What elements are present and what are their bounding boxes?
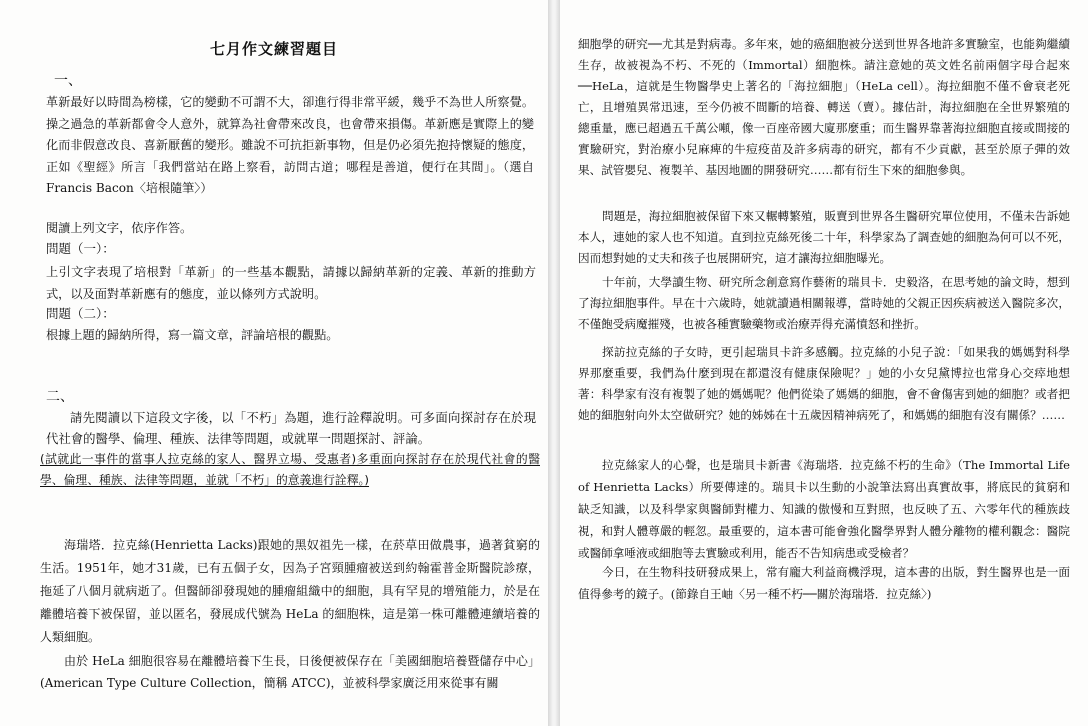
section-1-quote: 革新最好以時間為榜樣，它的變動不可謂不大，卻進行得非常平緩，幾乎不為世人所察覺。操之過急的革新都會令人意外，就算為社會帶來改良，也會帶來損傷。革新應是實際上的變化而非假意改良、喜新厭舊的變形。雖說不可抗拒新事物，但是仍必須先抱持懷疑的態度，正如《聖經》所言「我們當站在路上察看，訪問古道；哪程是善道，便行在其間」。（選自Francis Bacon〈培根隨筆〉） bbox=[46, 95, 534, 195]
passage-paragraph-2: 由於 HeLa 細胞很容易在離體培養下生長，日後便被保存在「美國細胞培養暨儲存中心」(American Type Culture Collection，簡稱 ATCC)，並被科學家廣泛用來從事有關 bbox=[40, 654, 540, 690]
section-1-instruction: 閱讀上列文字，依序作答。 bbox=[46, 221, 193, 235]
question-2-label: 問題（二）： bbox=[46, 306, 115, 321]
book-gutter bbox=[548, 0, 560, 726]
section-1-number: 一、 bbox=[54, 73, 82, 89]
right-paragraph-2: 問題是，海拉細胞被保留下來又輾轉繁殖，販賣到世界各生醫研究單位使用，不僅未告訴她本人，連她的家人也不知道。直到拉克絲死後二十年，科學家為了調查她的細胞為何可以不死，因而想對她的丈夫和孩子也展開研究，這才讓海拉細胞曝光。 bbox=[578, 209, 1070, 265]
right-paragraph-1: 細胞學的研究──尤其是對病毒。多年來，她的癌細胞被分送到世界各地許多實驗室，也能夠繼續生存，故被視為不朽、不死的（Immortal）細胞株。請注意她的英文姓名前兩個字母合起來──HeLa，這就是生物醫學史上著名的「海拉細胞」（HeLa cell）。海拉細胞不僅不會衰老死亡，且增殖異常迅速，至今仍被不間斷的培養、轉送（賣）。據估計，海拉細胞在全世界繁殖的總重量，應已超過五千萬公噸，像一百座帝國大廈那麼重；而生醫界靠著海拉細胞直接或間接的實驗研究，對治療小兒麻痺的牛痘疫苗及許多病毒的研究，都有不少貢獻，甚至於原子彈的效果、試管嬰兒、複製羊、基因地圖的開發研究……都有衍生下來的細胞參與。 bbox=[578, 37, 1070, 177]
right-page bbox=[560, 0, 1088, 726]
right-paragraph-4: 探訪拉克絲的子女時，更引起瑞貝卡許多感觸。拉克絲的小兒子說：「如果我的媽媽對科學界那麼重要，我們為什麼到現在都還沒有健康保險呢？」她的小女兒黛博拉也常身心交瘁地想著：科學家有沒有複製了她的媽媽呢？他們從染了媽媽的細胞，會不會傷害到她的細胞？或者把她的細胞射向外太空做研究？她的姊姊在十五歲因精神病死了，和媽媽的細胞有沒有關係？…… bbox=[578, 345, 1070, 422]
passage-paragraph-1: 海瑞塔．拉克絲(Henrietta Lacks)跟她的黑奴祖先一樣，在菸草田做農事，過著貧窮的生活。1951年，她才31歲，已有五個子女，因為子宮頸腫瘤被送到約翰霍普金斯醫院診療，拖延了八個月就病逝了。但醫師卻發現她的腫瘤組織中的細胞，具有罕見的增殖能力，於是在離體培養下被保留，並以匿名，發展成代號為 HeLa 的細胞株，這是第一株可離體連續培養的人類細胞。 bbox=[40, 538, 540, 644]
section-2-prompt: 請先閱讀以下這段文字後，以「不朽」為題，進行詮釋說明。可多面向探討存在於現代社會的醫學、倫理、種族、法律等問題，或就單一問題探討、評論。 bbox=[46, 410, 536, 446]
question-2-text: 根據上題的歸納所得，寫一篇文章，評論培根的觀點。 bbox=[46, 328, 339, 342]
question-1-text: 上引文字表現了培根對「革新」的一些基本觀點，請據以歸納革新的定義、革新的推動方式，以及面對革新應有的態度，並以條列方式說明。 bbox=[46, 265, 536, 301]
right-paragraph-3: 十年前，大學讀生物、研究所念創意寫作藝術的瑞貝卡．史毅洛，在思考她的論文時，想到了海拉細胞事件。早在十六歲時，她就讀過相關報導，當時她的父親正因疾病被送入醫院多次，不僅飽受病魔摧殘，也被各種實驗藥物或治療弄得充滿憤怒和挫折。 bbox=[578, 275, 1070, 331]
section-2-prompt-underlined: (試就此一事件的當事人拉克絲的家人、醫界立場、受惠者)多重面向探討存在於現代社會的醫學、倫理、種族、法律等問題，並就「不朽」的意義進行詮釋。) bbox=[40, 452, 540, 487]
right-paragraph-5: 拉克絲家人的心聲，也是瑞貝卡新書《海瑞塔．拉克絲不朽的生命》（The Immortal Life of Henrietta Lacks）所要傳達的。瑞貝卡以生動的小說筆法寫出真實故事，將底民的貧窮和缺乏知識，以及科學家與醫師對權力、知識的傲慢和互對照，也反映了五、六零年代的種族歧視，和對人體尊嚴的輕忽。最重要的，這本書可能會強化醫學界對人體分離物的權利觀念：醫院或醫師拿唾液或細胞等去實驗或利用，能否不告知病患或受檢者？ bbox=[578, 458, 1070, 560]
question-1-label: 問題（一）： bbox=[46, 241, 115, 256]
page-title: 七月作文練習題目 bbox=[209, 40, 338, 58]
section-2-number: 二、 bbox=[46, 389, 74, 405]
right-paragraph-6: 今日，在生物科技研發成果上，常有龐大利益商機浮現，這本書的出版，對生醫界也是一面值得參考的鏡子。(節錄自王岫〈另一種不朽──關於海瑞塔．拉克絲〉) bbox=[578, 565, 1070, 601]
